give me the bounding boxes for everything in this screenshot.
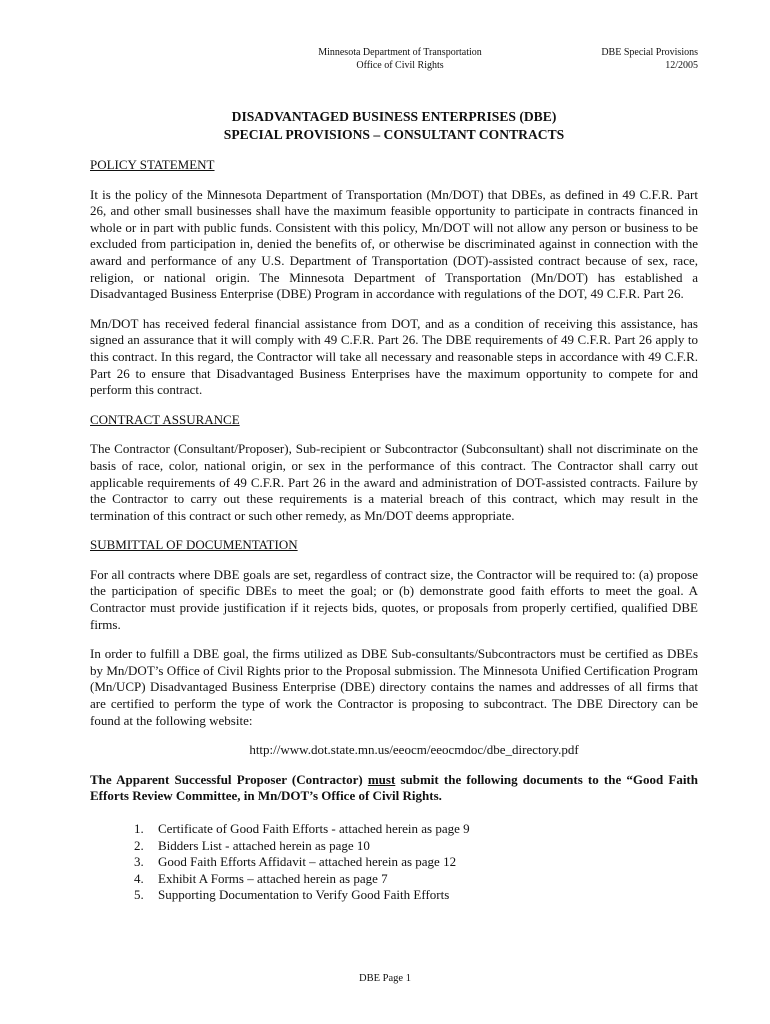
list-item-number: 5. — [134, 887, 144, 903]
header-organization — [300, 46, 500, 72]
statement-suffix: submit the following documents to the “Good Faith Efforts Review Committee, in Mn/DOT’s Office of Civil Rights. — [90, 771, 698, 804]
list-item-number: 2. — [134, 837, 144, 853]
list-item — [90, 887, 698, 904]
list-item-number: 4. — [134, 870, 144, 886]
required-documents-statement — [90, 772, 698, 805]
submittal-paragraph-2: In order to fulfill a DBE goal, the firms utilized as DBE Sub-consultants/Subcontractors must be certified as DBEs by Mn/DOT’s Office of Civil Rights prior to the Proposal submission. The Minnesota Unified Certification Program (Mn/UCP) Disadvantaged Business Enterprise (DBE) directory contains the names and addresses of all firms that are certified to perform the type of work the Contractor is proposing to subcontract. The DBE Directory can be found at the following website: — [90, 646, 698, 728]
statement-must: must — [367, 771, 396, 787]
list-item-text: Supporting Documentation to Verify Good Faith Efforts — [158, 887, 450, 903]
title-line1: DISADVANTAGED BUSINESS ENTERPRISES (DBE) — [231, 109, 557, 124]
header-org-line1: Minnesota Department of Transportation — [318, 47, 482, 58]
list-item — [90, 871, 698, 888]
header-doc-title: DBE Special Provisions — [601, 47, 698, 58]
required-documents-list — [90, 821, 698, 904]
list-item-text: Good Faith Efforts Affidavit – attached herein as page 12 — [158, 854, 457, 870]
document-body — [90, 157, 698, 904]
list-item — [90, 854, 698, 871]
list-item — [90, 821, 698, 838]
dbe-directory-url[interactable]: http://www.dot.state.mn.us/eeocm/eeocmdoc/dbe_directory.pdf — [249, 742, 579, 758]
policy-paragraph-1: It is the policy of the Minnesota Department of Transportation (Mn/DOT) that DBEs, as defined in 49 C.F.R. Part 26, and other small businesses shall have the maximum feasible opportunity to participate in contracts financed in whole or in part with public funds. Consistent with this policy, Mn/DOT will not allow any person or business to be excluded from participation in, denied the benefits of, or otherwise be discriminated against in connection with the award and performance of any U.S. Department of Transportation (DOT)-assisted contract because of sex, race, religion, or national origin. The Minnesota Department of Transportation (Mn/DOT) has established a Disadvantaged Business Enterprise (DBE) Program in accordance with regulations of the DOT, 49 C.F.R. Part 26. — [90, 186, 698, 302]
submittal-heading: SUBMITTAL OF DOCUMENTATION — [90, 537, 298, 553]
list-item-text: Exhibit A Forms – attached herein as page 7 — [158, 870, 388, 886]
page-footer: DBE Page 1 — [359, 973, 411, 984]
list-item-text: Certificate of Good Faith Efforts - attached herein as page 9 — [158, 821, 470, 836]
list-item-number: 3. — [134, 854, 144, 870]
title-line2: SPECIAL PROVISIONS – CONSULTANT CONTRACTS — [223, 127, 565, 142]
list-item-number: 1. — [134, 821, 144, 836]
header-org-line2: Office of Civil Rights — [356, 60, 444, 71]
header-document-info — [558, 46, 698, 72]
document-title — [90, 108, 698, 144]
contract-assurance-paragraph: The Contractor (Consultant/Proposer), Sub-recipient or Subcontractor (Subconsultant) shall not discriminate on the basis of race, color, national origin, or sex in the performance of this contract. The Contractor shall carry out applicable requirements of 49 C.F.R. Part 26 in the award and administration of DOT-assisted contracts. Failure by the Contractor to carry out these requirements is a material breach of this contract, which may result in the termination of this contract or such other remedy, as Mn/DOT deems appropriate. — [90, 441, 698, 523]
list-item-text: Bidders List - attached herein as page 10 — [158, 837, 370, 853]
statement-prefix: The Apparent Successful Proposer (Contractor) — [90, 771, 368, 787]
list-item — [90, 838, 698, 855]
header-doc-date: 12/2005 — [665, 60, 698, 71]
policy-paragraph-2: Mn/DOT has received federal financial assistance from DOT, and as a condition of receiving this assistance, has signed an assurance that it will comply with 49 C.F.R. Part 26. The DBE requirements of 49 C.F.R. Part 26 apply to this contract. In this regard, the Contractor will take all necessary and reasonable steps in accordance with 49 C.F.R. Part 26 to ensure that Disadvantaged Business Enterprises have the maximum opportunity to compete for and perform this contract. — [90, 315, 698, 398]
submittal-paragraph-1: For all contracts where DBE goals are set, regardless of contract size, the Contractor will be required to: (a) propose the participation of specific DBEs to meet the goal; or (b) demonstrate good faith efforts to meet the goal. A Contractor must provide justification if it rejects bids, quotes, or proposals from properly certified, qualified DBE firms. — [90, 566, 698, 632]
contract-assurance-heading: CONTRACT ASSURANCE — [90, 411, 240, 427]
policy-statement-heading: POLICY STATEMENT — [90, 157, 215, 172]
